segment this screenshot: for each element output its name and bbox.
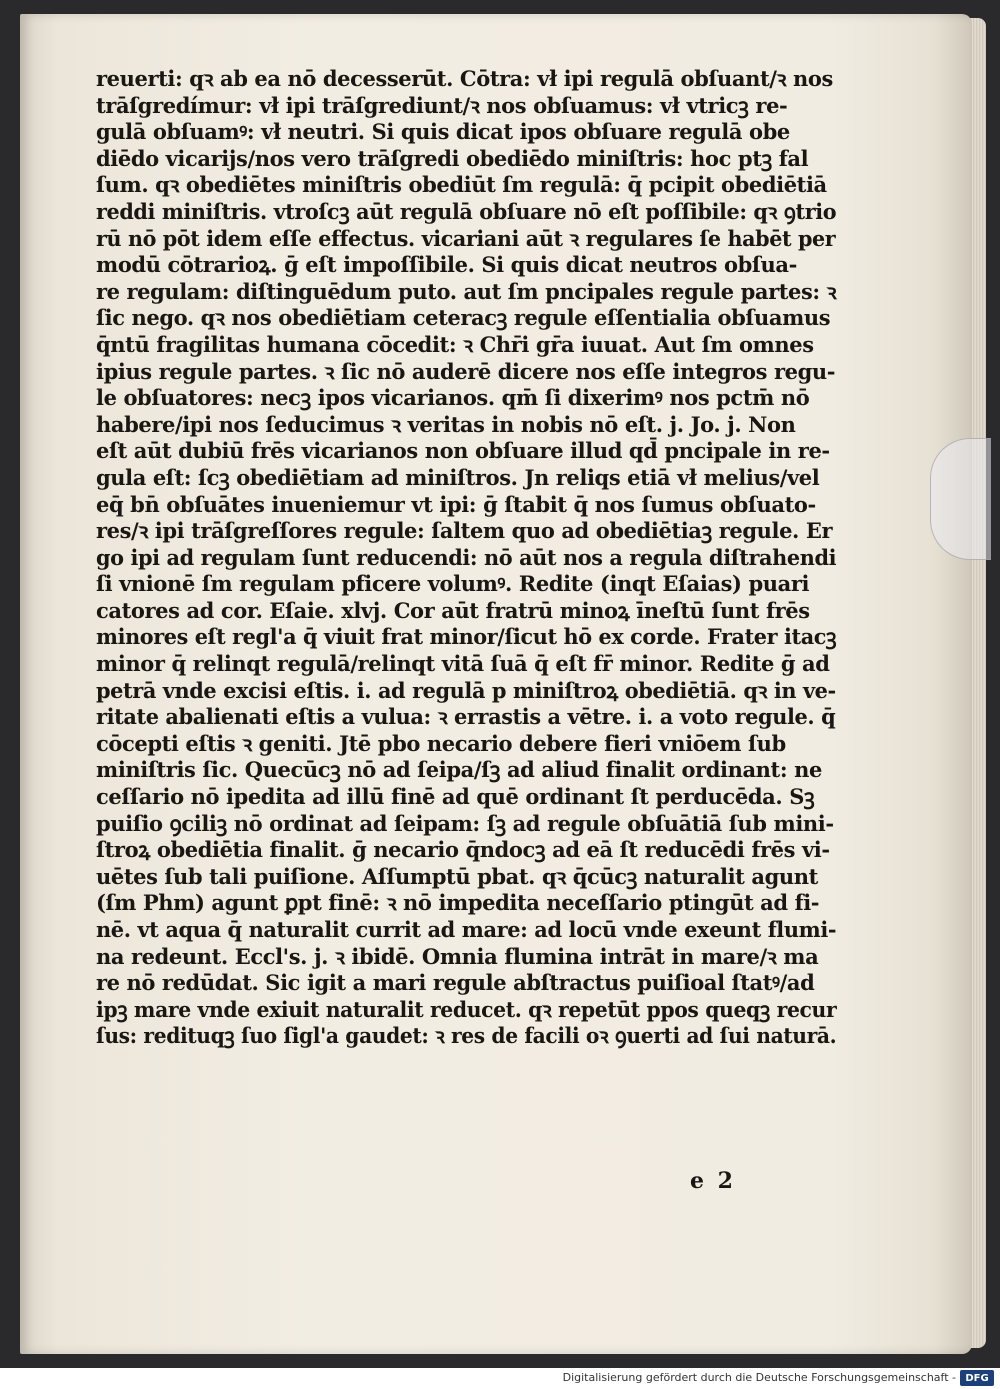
text-line: ceſſario nō ipedita ad illū finē ad quē ordinant ſt perducēda. Sꝫ: [96, 784, 815, 810]
text-line: ſi vnionē ſm regulam pficere volumꝰ. Redite (inqt Eſaias) puari: [96, 571, 810, 597]
page-tab-marker: [930, 438, 991, 560]
text-line: habere/ipi nos ſeducimus ꝛ veritas in nobis nō eſt. j. Jo. j. Non: [96, 411, 796, 437]
footer-bar: [0, 1368, 1000, 1389]
text-line: ipius regule partes. ꝛ ſic nō auderē dicere nos eſſe integros regu-: [96, 358, 836, 384]
text-line: gula eſt: ſcꝫ obediētiam ad miniſtros. Jn reliqs etiā vł melius/vel: [96, 464, 820, 490]
text-line: ſtroꝝ obediētia finalit. ḡ necario q̄ndocꝫ ad eā ſt reducēdi frēs vi-: [96, 837, 830, 863]
text-line: le obſuatores: necꝫ ipos vicarianos. qm̄ ſi dixerimꝰ nos pctm̄ nō: [96, 385, 810, 411]
text-line: reuerti: qꝛ ab ea nō decesserūt. Cōtra: vł ipi regulā obſuant/ꝛ nos: [96, 66, 833, 91]
footer-credit: Digitalisierung gefördert durch die Deutsche Forschungsgemeinschaft -: [562, 1371, 956, 1384]
text-line: rū nō pōt idem eſſe effectus. vicariani aūt ꝛ regulares ſe habēt per: [96, 225, 836, 251]
text-line: ipꝫ mare vnde exiuit naturalit reducet. qꝛ repetūt ppos queqꝫ recur: [96, 996, 837, 1022]
text-line: diēdo vicarijs/nos vero trāſgredi obediēdo miniſtris: hoc ptꝫ fal: [96, 145, 809, 171]
text-line: ſus: redituqꝫ ſuo ſigl'a gaudet: ꝛ res de facili oꝛ ꝯuerti ad ſui naturā.: [96, 1023, 837, 1049]
text-line: na redeunt. Eccl's. j. ꝛ ibidē. Omnia flumina intrāt in mare/ꝛ ma: [96, 943, 819, 969]
text-line: puiſio ꝯciliꝫ nō ordinat ad ſeipam: ſꝫ ad regule obſuātiā ſub mini-: [96, 810, 834, 836]
text-line: re nō redūdat. Sic igit a mari regule abſtractus puiſioal ſtatꝰ/ad: [96, 970, 815, 996]
signature-mark: e 2: [690, 1168, 736, 1194]
text-line: cōcepti eſtis ꝛ geniti. Jtē pbo necario debere fieri vniōem ſub: [96, 730, 786, 756]
text-line: miniſtris ſic. Quecūcꝫ nō ad ſeipa/ſꝫ ad aliud finalit ordinant: ne: [96, 757, 822, 783]
text-line: modū cōtrarioꝝ. ḡ eſt impoſſibile. Si quis dicat neutros obſua-: [96, 252, 797, 278]
text-line: res/ꝛ ipi trāſgreſſores regule: ſaltem quo ad obediētiaꝫ regule. Er: [96, 518, 833, 544]
text-line: gulā obſuamꝰ: vł neutri. Si quis dicat ipos obſuare regulā obe: [96, 119, 790, 145]
text-line: ſum. qꝛ obediētes miniſtris obediūt ſm regulā: q̄ pcipit obediētiā: [96, 172, 827, 198]
dfg-logo: DFG: [960, 1370, 994, 1386]
text-line: re regulam: diſtinguēdum puto. aut ſm pncipales regule partes: ꝛ: [96, 278, 837, 304]
text-line: nē. vt aqua q̄ naturalit currit ad mare: ad locū vnde exeunt flumi-: [96, 917, 837, 942]
text-line: catores ad cor. Eſaie. xlvj. Cor aūt fratrū minoꝝ īneſtū ſunt frēs: [96, 597, 810, 623]
text-line: eq̄ bn̄ obſuātes inueniemur vt ipi: ḡ ſtabit q̄ nos ſumus obſuato-: [96, 491, 816, 517]
text-line: (ſm Phm) agunt ꝑpt finē: ꝛ nō impedita neceſſario ptingūt ad fi-: [96, 890, 820, 916]
text-line: minores eſt regl'a q̄ viuit frat minor/ſicut hō ex corde. Frater itacꝫ: [96, 624, 837, 650]
text-line: reddi miniſtris. vtroſcꝫ aūt regulā obſuare nō eſt poſſibile: qꝛ ꝯtrio: [96, 198, 837, 224]
text-line: trāſgredímur: vł ipi trāſgrediunt/ꝛ nos obſuamus: vł vtricꝫ re-: [96, 92, 788, 118]
text-line: eſt aūt dubiū frēs vicarianos non obſuare illud qd̄ pncipale in re-: [96, 438, 830, 464]
text-line: q̄ntū fragilitas humana cōcedit: ꝛ Chr̄i gr̄a iuuat. Aut ſm omnes: [96, 331, 814, 357]
text-line: go ipi ad regulam ſunt reducendi: nō aūt nos a regula diſtrahendi: [96, 544, 837, 570]
text-line: petrā vnde excisi eſtis. i. ad regulā p miniſtroꝝ obediētiā. qꝛ in ve-: [96, 677, 836, 703]
page-text: [96, 66, 836, 1050]
text-line: ritate abalienati eſtis a vulua: ꝛ errastis a vētre. i. a voto regule. q̄: [96, 704, 836, 730]
text-line: minor q̄ relinqt regulā/relinqt vitā ſuā q̄ eſt fr̄ minor. Redite ḡ ad: [96, 651, 830, 677]
text-line: ſic nego. qꝛ nos obediētiam ceteracꝫ regule eſſentialia obſuamus: [96, 305, 831, 331]
text-line: uētes ſub tali puiſione. Aſſumptū pbat. qꝛ q̄cūcꝫ naturalit agunt: [96, 863, 818, 889]
